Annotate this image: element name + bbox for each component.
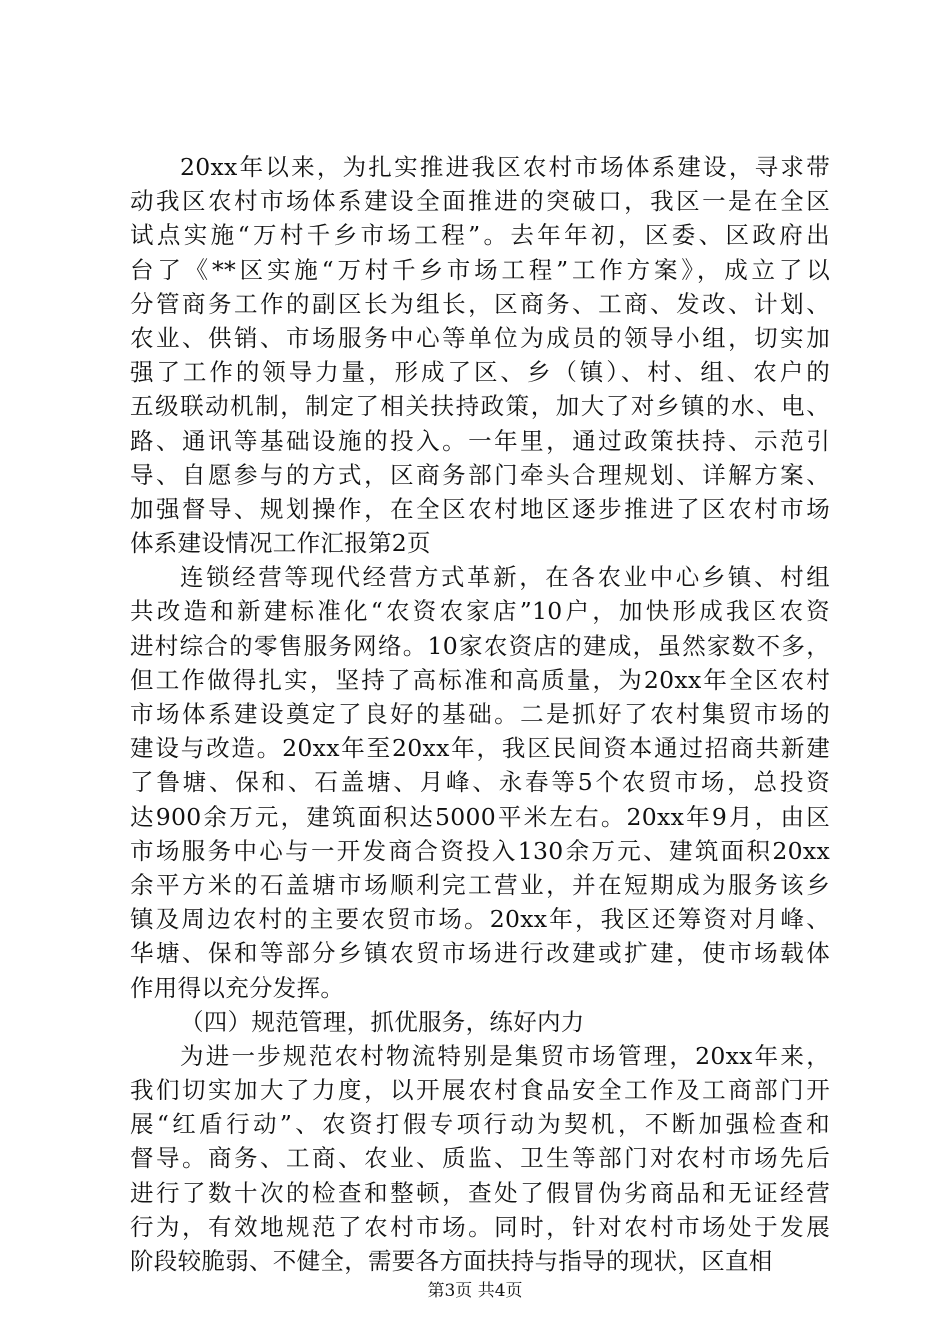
text-line: 导、自愿参与的方式，区商务部门牵头合理规划、详解方案、 — [130, 460, 830, 489]
text-line: 作用得以充分发挥。 — [130, 973, 345, 1002]
text-line: 体系建设情况工作汇报第2页 — [130, 529, 431, 558]
text-line: 行为，有效地规范了农村市场。同时，针对农村市场处于发展 — [130, 1212, 830, 1241]
text-line: 建设与改造。20xx年至20xx年，我区民间资本通过招商共新建 — [130, 734, 830, 763]
section-heading — [130, 1005, 830, 1039]
text-line: 试点实施“万村千乡市场工程”。去年年初，区委、区政府出 — [130, 221, 830, 250]
text-line: 动我区农村市场体系建设全面推进的突破口，我区一是在全区 — [130, 187, 830, 216]
text-line: 督导。商务、工商、农业、质监、卫生等部门对农村市场先后 — [130, 1144, 830, 1173]
text-line: 镇及周边农村的主要农贸市场。20xx年，我区还筹资对月峰、 — [130, 905, 830, 934]
page-footer — [0, 1280, 950, 1302]
paragraph — [130, 1039, 830, 1278]
document-body — [130, 150, 830, 1278]
text-line: 强了工作的领导力量，形成了区、乡（镇）、村、组、农户的 — [130, 358, 830, 387]
text-line: 但工作做得扎实，坚持了高标准和高质量，为20xx年全区农村 — [130, 665, 830, 694]
text-line: 进行了数十次的检查和整顿，查处了假冒伪劣商品和无证经营 — [130, 1178, 830, 1207]
page-number: 第3页 共4页 — [427, 1281, 523, 1301]
text-line: 余平方米的石盖塘市场顺利完工营业，并在短期成为服务该乡 — [130, 870, 830, 899]
text-line: 达900余万元，建筑面积达5000平米左右。20xx年9月，由区 — [130, 802, 830, 831]
text-line: 华塘、保和等部分乡镇农贸市场进行改建或扩建，使市场载体 — [130, 939, 830, 968]
text-line: 我们切实加大了力度，以开展农村食品安全工作及工商部门开 — [130, 1076, 830, 1105]
paragraph — [130, 150, 830, 560]
text-line: 连锁经营等现代经营方式革新，在各农业中心乡镇、村组 — [180, 563, 830, 592]
text-line: 20xx年以来，为扎实推进我区农村市场体系建设，寻求带 — [180, 153, 830, 181]
text-line: 共改造和新建标准化“农资农家店”10户，加快形成我区农资 — [130, 597, 830, 626]
text-line: 分管商务工作的副区长为组长，区商务、工商、发改、计划、 — [130, 289, 830, 318]
text-line: 市场服务中心与一开发商合资投入130余万元、建筑面积20xx — [130, 836, 830, 865]
text-line: 台了《**区实施“万村千乡市场工程”工作方案》，成立了以 — [130, 255, 830, 284]
heading-line: （四）规范管理，抓优服务，练好内力 — [180, 1007, 585, 1036]
text-line: 加强督导、规划操作，在全区农村地区逐步推进了区农村市场 — [130, 494, 830, 523]
text-line: 市场体系建设奠定了良好的基础。二是抓好了农村集贸市场的 — [130, 700, 830, 728]
text-line: 路、通讯等基础设施的投入。一年里，通过政策扶持、示范引 — [130, 426, 830, 455]
text-line: 为进一步规范农村物流特别是集贸市场管理，20xx年来， — [180, 1041, 830, 1070]
text-line: 阶段较脆弱、不健全，需要各方面扶持与指导的现状，区直相 — [130, 1247, 773, 1275]
text-line: 农业、供销、市场服务中心等单位为成员的领导小组，切实加 — [130, 323, 830, 352]
text-line: 了鲁塘、保和、石盖塘、月峰、永春等5个农贸市场，总投资 — [130, 768, 830, 797]
text-line: 五级联动机制，制定了相关扶持政策，加大了对乡镇的水、电、 — [130, 392, 830, 421]
paragraph — [130, 560, 830, 1004]
text-line: 展“红盾行动”、农资打假专项行动为契机，不断加强检查和 — [130, 1110, 830, 1139]
text-line: 进村综合的零售服务网络。10家农资店的建成，虽然家数不多， — [130, 631, 830, 660]
